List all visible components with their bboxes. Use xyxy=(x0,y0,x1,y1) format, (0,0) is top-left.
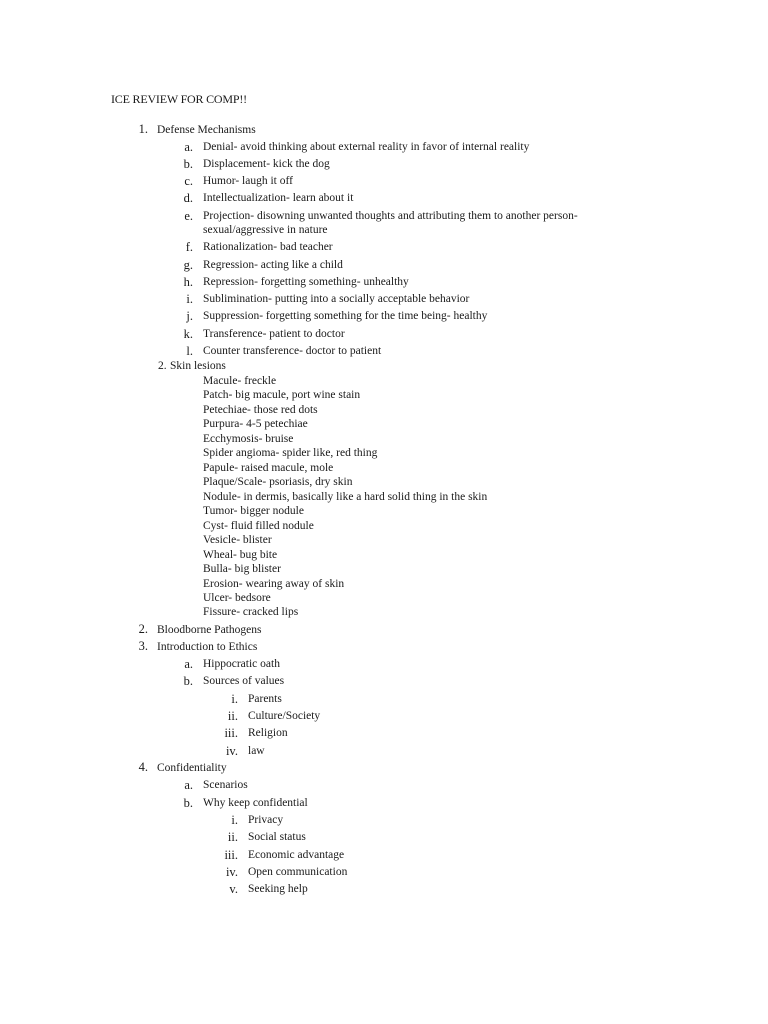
list-item: Why keep confidential xyxy=(203,797,308,809)
subitem-marker: i. xyxy=(231,692,238,706)
section-marker: 4. xyxy=(138,760,148,774)
item-marker: f. xyxy=(185,240,193,254)
list-item: Macule- freckle xyxy=(203,375,277,387)
list-item: Erosion- wearing away of skin xyxy=(203,578,345,590)
item-marker: k. xyxy=(183,327,193,341)
subitem-marker: iii. xyxy=(224,726,238,740)
section-heading: Introduction to Ethics xyxy=(157,641,258,653)
list-item: Vesicle- blister xyxy=(203,534,272,546)
document-title: ICE REVIEW FOR COMP!! xyxy=(111,92,247,106)
section-heading: Bloodborne Pathogens xyxy=(157,624,262,636)
subitem-marker: i. xyxy=(231,813,238,827)
list-item: Purpura- 4-5 petechiae xyxy=(203,418,308,430)
list-item: Sources of values xyxy=(203,675,285,687)
list-item: Economic advantage xyxy=(248,849,345,861)
item-marker: j. xyxy=(186,309,193,323)
list-item: Religion xyxy=(248,727,288,739)
list-item: Sublimination- putting into a socially acceptable behavior xyxy=(203,293,470,305)
list-item: Counter transference- doctor to patient xyxy=(203,345,382,357)
subitem-marker: ii. xyxy=(227,830,238,844)
list-item: Cyst- fluid filled nodule xyxy=(203,520,314,532)
list-item: Patch- big macule, port wine stain xyxy=(203,389,361,401)
list-item: Fissure- cracked lips xyxy=(203,606,299,618)
section-2-heading: Skin lesions xyxy=(170,360,226,372)
list-item: Displacement- kick the dog xyxy=(203,158,330,170)
list-item: Ecchymosis- bruise xyxy=(203,433,294,445)
subitem-marker: v. xyxy=(229,882,238,896)
item-marker: b. xyxy=(183,157,193,171)
list-item: law xyxy=(248,745,265,757)
list-item: Humor- laugh it off xyxy=(203,175,293,187)
item-marker: a. xyxy=(184,778,193,792)
list-item: Nodule- in dermis, basically like a hard solid thing in the skin xyxy=(203,491,488,503)
section-2-marker: 2. xyxy=(158,360,167,372)
list-item: Denial- avoid thinking about external reality in favor of internal reality xyxy=(203,141,530,153)
list-item: Papule- raised macule, mole xyxy=(203,462,334,474)
list-item: Petechiae- those red dots xyxy=(203,404,318,416)
item-marker: b. xyxy=(183,796,193,810)
list-item: Projection- disowning unwanted thoughts and attributing them to another person- xyxy=(203,210,578,222)
item-marker: h. xyxy=(183,275,193,289)
list-item: Wheal- bug bite xyxy=(203,549,278,561)
list-item: Ulcer- bedsore xyxy=(203,592,271,604)
subitem-marker: iv. xyxy=(225,744,238,758)
item-marker: d. xyxy=(183,191,193,205)
list-item: Scenarios xyxy=(203,779,248,791)
item-marker: c. xyxy=(184,174,193,188)
list-item: Repression- forgetting something- unhealthy xyxy=(203,276,409,288)
list-item: Hippocratic oath xyxy=(203,658,280,670)
subitem-marker: iii. xyxy=(224,848,238,862)
item-marker: g. xyxy=(183,258,193,272)
list-item-continuation: sexual/aggressive in nature xyxy=(203,224,328,236)
item-marker: a. xyxy=(184,657,193,671)
subitem-marker: iv. xyxy=(225,865,238,879)
section-marker: 3. xyxy=(138,639,148,653)
subitem-marker: ii. xyxy=(227,709,238,723)
item-marker: a. xyxy=(184,140,193,154)
list-item: Suppression- forgetting something for the time being- healthy xyxy=(203,310,488,322)
item-marker: b. xyxy=(183,674,193,688)
section-heading: Confidentiality xyxy=(157,762,227,774)
list-item: Seeking help xyxy=(248,883,308,895)
item-marker: l. xyxy=(186,344,193,358)
list-item: Plaque/Scale- psoriasis, dry skin xyxy=(203,476,353,488)
section-marker: 2. xyxy=(138,622,148,636)
list-item: Bulla- big blister xyxy=(203,563,281,575)
list-item: Transference- patient to doctor xyxy=(203,328,345,340)
list-item: Spider angioma- spider like, red thing xyxy=(203,447,378,459)
item-marker: i. xyxy=(186,292,193,306)
list-item: Parents xyxy=(248,693,282,705)
section-1-heading: Defense Mechanisms xyxy=(157,124,256,136)
list-item: Social status xyxy=(248,831,306,843)
list-item: Regression- acting like a child xyxy=(203,259,343,271)
list-item: Culture/Society xyxy=(248,710,321,722)
list-item: Tumor- bigger nodule xyxy=(203,505,304,517)
list-item: Intellectualization- learn about it xyxy=(203,192,354,204)
section-1-marker: 1. xyxy=(138,122,148,136)
item-marker: e. xyxy=(184,209,193,223)
list-item: Open communication xyxy=(248,866,348,878)
list-item: Privacy xyxy=(248,814,284,826)
list-item: Rationalization- bad teacher xyxy=(203,241,333,253)
